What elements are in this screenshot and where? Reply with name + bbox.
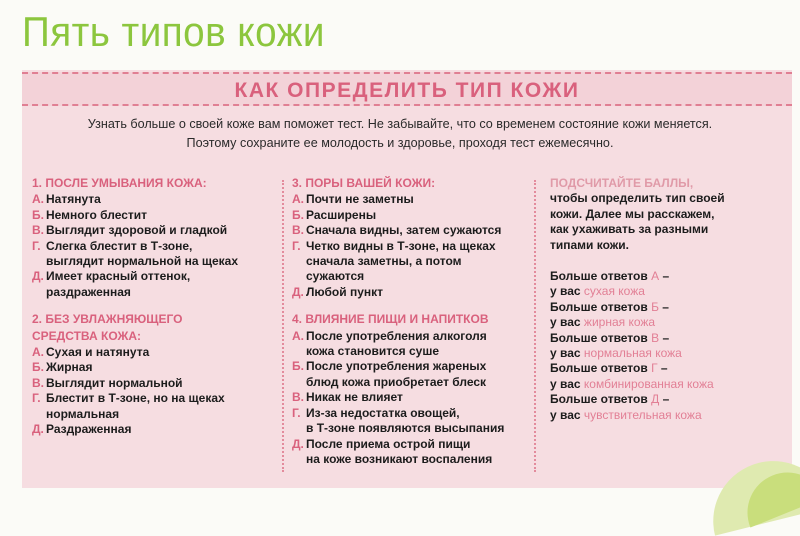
answer-item: А. Натянута [32,192,101,207]
result-line: Больше ответов В – [550,330,670,345]
result-line: у вас нормальная кожа [550,346,682,361]
answer-item: Г. Из-за недостатка овощей, в Т-зоне появляются высыпания [292,405,505,436]
section-heading: СРЕДСТВА КОЖА: [32,328,141,343]
answer-item: Б. Жирная [32,360,93,375]
result-line: Больше ответов Г – [550,361,668,376]
answer-item: В. Сначала видны, затем сужаются [292,223,502,238]
answer-item: Б. Расширены [292,207,377,222]
section-heading: 4. ВЛИЯНИЕ ПИЩИ И НАПИТКОВ [292,312,489,327]
answer-item: В. Выглядит здоровой и гладкой [32,223,228,238]
result-line: Больше ответов Б – [550,299,669,314]
answer-item: А. Сухая и натянута [32,345,150,360]
intro-text [0,115,800,153]
column-divider [534,180,536,472]
scoring-intro: чтобы определить тип своей кожи. Далее мы расскажем, как ухаживать за разными типами кожи. [550,191,725,252]
answer-item: Б. После употребления жареных блюд кожа приобретает блеск [292,359,487,389]
answer-item: Г. Четко видны в Т-зоне, на щеках сначала заметны, а потом сужаются [292,238,496,284]
answer-item: Д. После приема острой пищи на коже возникают воспаления [292,436,493,466]
answer-item: Г. Слегка блестит в Т-зоне, выглядит нормальной на щеках [32,238,238,269]
section-heading: 1. ПОСЛЕ УМЫВАНИЯ КОЖА: [32,176,207,190]
answer-item: Д. Имеет красный оттенок, раздраженная [32,269,191,299]
answer-item: А. После употребления алкоголя кожа становится суше [292,328,487,359]
column-3-scoring [550,176,770,423]
intro-line: Узнать больше о своей коже вам поможет тест. Не забывайте, что со временем состояние кожи меняется. [87,117,713,131]
answer-item: В. Выглядит нормальной [32,375,183,390]
answer-item: Г. Блестит в Т-зоне, но на щеках нормальная [32,391,225,421]
banner [22,72,792,106]
answer-item: А. Почти не заметны [292,192,414,207]
section-heading: 2. БЕЗ УВЛАЖНЯЮЩЕГО [32,312,183,327]
answer-item: Б. Немного блестит [32,207,148,222]
answer-item: Д. Раздраженная [32,422,132,437]
scoring-heading: ПОДСЧИТАЙТЕ БАЛЛЫ, [550,176,694,190]
answer-item: В. Никак не влияет [292,390,403,405]
result-line: Больше ответов А – [550,269,670,284]
answer-item: Д. Любой пункт [292,284,384,299]
page-title: Пять типов кожи [22,8,325,55]
section-heading: 3. ПОРЫ ВАШЕЙ КОЖИ: [292,176,436,190]
column-divider [282,180,284,472]
result-line: у вас жирная кожа [550,315,656,330]
result-line: у вас комбинированная кожа [550,376,714,391]
result-line: у вас чувствительная кожа [550,407,702,422]
scoring-results [550,269,770,423]
column-1 [32,176,277,438]
intro-line: Поэтому сохраните ее молодость и здоровье, проходя тест ежемесячно. [186,136,614,150]
column-2 [292,176,532,467]
banner-title: КАК ОПРЕДЕЛИТЬ ТИП КОЖИ [234,79,580,102]
result-line: Больше ответов Д – [550,392,670,407]
result-line: у вас сухая кожа [550,284,645,299]
